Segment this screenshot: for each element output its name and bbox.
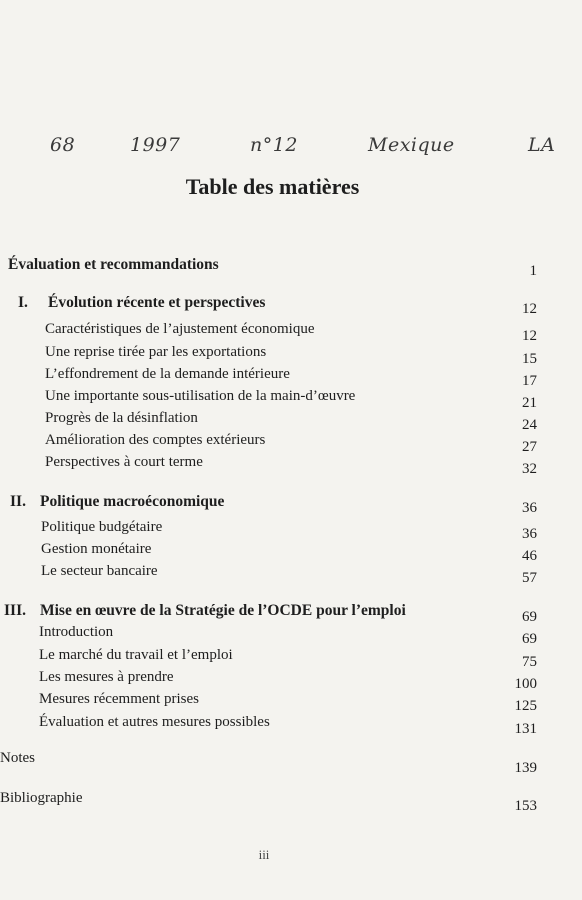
handwritten-note: LA — [528, 134, 556, 156]
toc-entry-label: Une importante sous-utilisation de la main-d’œuvre — [45, 388, 356, 404]
toc-page-number: 57 — [522, 570, 537, 586]
toc-page-number: 46 — [522, 548, 537, 564]
chapter-number: III. — [4, 602, 26, 619]
toc-page-number: 12 — [522, 301, 537, 317]
toc-page-number: 17 — [522, 373, 537, 389]
toc-page-number: 125 — [514, 698, 537, 714]
toc-page-number: 32 — [522, 461, 537, 477]
page-title: Table des matières — [185, 174, 360, 199]
toc-page-number: 153 — [514, 798, 537, 814]
toc-entry-label: Évaluation et autres mesures possibles — [39, 714, 270, 730]
toc-page-number: 27 — [522, 439, 537, 455]
chapter-number: I. — [18, 294, 28, 311]
toc-entry-label: Le marché du travail et l’emploi — [39, 647, 233, 663]
toc-page-number: 24 — [522, 417, 537, 433]
toc-page-number: 69 — [522, 631, 537, 647]
toc-chapter-label: Politique macroéconomique — [40, 493, 225, 510]
page-footer-number: iii — [258, 847, 270, 862]
handwritten-note: 1997 — [130, 134, 181, 156]
toc-page-number: 12 — [522, 328, 537, 344]
toc-page-number: 69 — [522, 609, 537, 625]
toc-entry-label: Progrès de la désinflation — [45, 410, 198, 426]
toc-page-number: 131 — [514, 721, 537, 737]
handwritten-note: Mexique — [368, 134, 455, 156]
toc-entry-label: Politique budgétaire — [41, 519, 163, 535]
toc-entry-label: Perspectives à court terme — [45, 454, 203, 470]
toc-chapter-label: Évolution récente et perspectives — [48, 294, 266, 311]
toc-page-number: 75 — [522, 654, 537, 670]
toc-entry-label: Mesures récemment prises — [39, 691, 199, 707]
toc-page-number: 1 — [529, 263, 537, 279]
toc-entry-label: Le secteur bancaire — [41, 563, 158, 579]
handwritten-note: n°12 — [250, 134, 298, 156]
toc-page-number: 36 — [522, 500, 537, 516]
toc-page-number: 21 — [522, 395, 537, 411]
toc-entry-label: L’effondrement de la demande intérieure — [45, 366, 290, 382]
toc-entry-label: Les mesures à prendre — [39, 669, 174, 685]
toc-entry-label: Gestion monétaire — [41, 541, 152, 557]
chapter-number: II. — [10, 493, 26, 510]
handwritten-note: 68 — [50, 134, 76, 156]
toc-entry-label: Amélioration des comptes extérieurs — [45, 432, 266, 448]
toc-page-number: 36 — [522, 526, 537, 542]
toc-entry-label: Caractéristiques de l’ajustement économique — [45, 321, 315, 337]
toc-entry-label: Notes — [0, 750, 35, 766]
toc-page-number: 139 — [514, 760, 537, 776]
toc-entry-label: Évaluation et recommandations — [8, 256, 219, 273]
toc-entry-label: Bibliographie — [0, 790, 83, 806]
toc-page-number: 100 — [514, 676, 537, 692]
toc-entry-label: Introduction — [39, 624, 114, 640]
toc-entry-label: Une reprise tirée par les exportations — [45, 344, 267, 360]
toc-chapter-label: Mise en œuvre de la Stratégie de l’OCDE pour l’emploi — [40, 602, 406, 619]
toc-page-number: 15 — [522, 351, 537, 367]
